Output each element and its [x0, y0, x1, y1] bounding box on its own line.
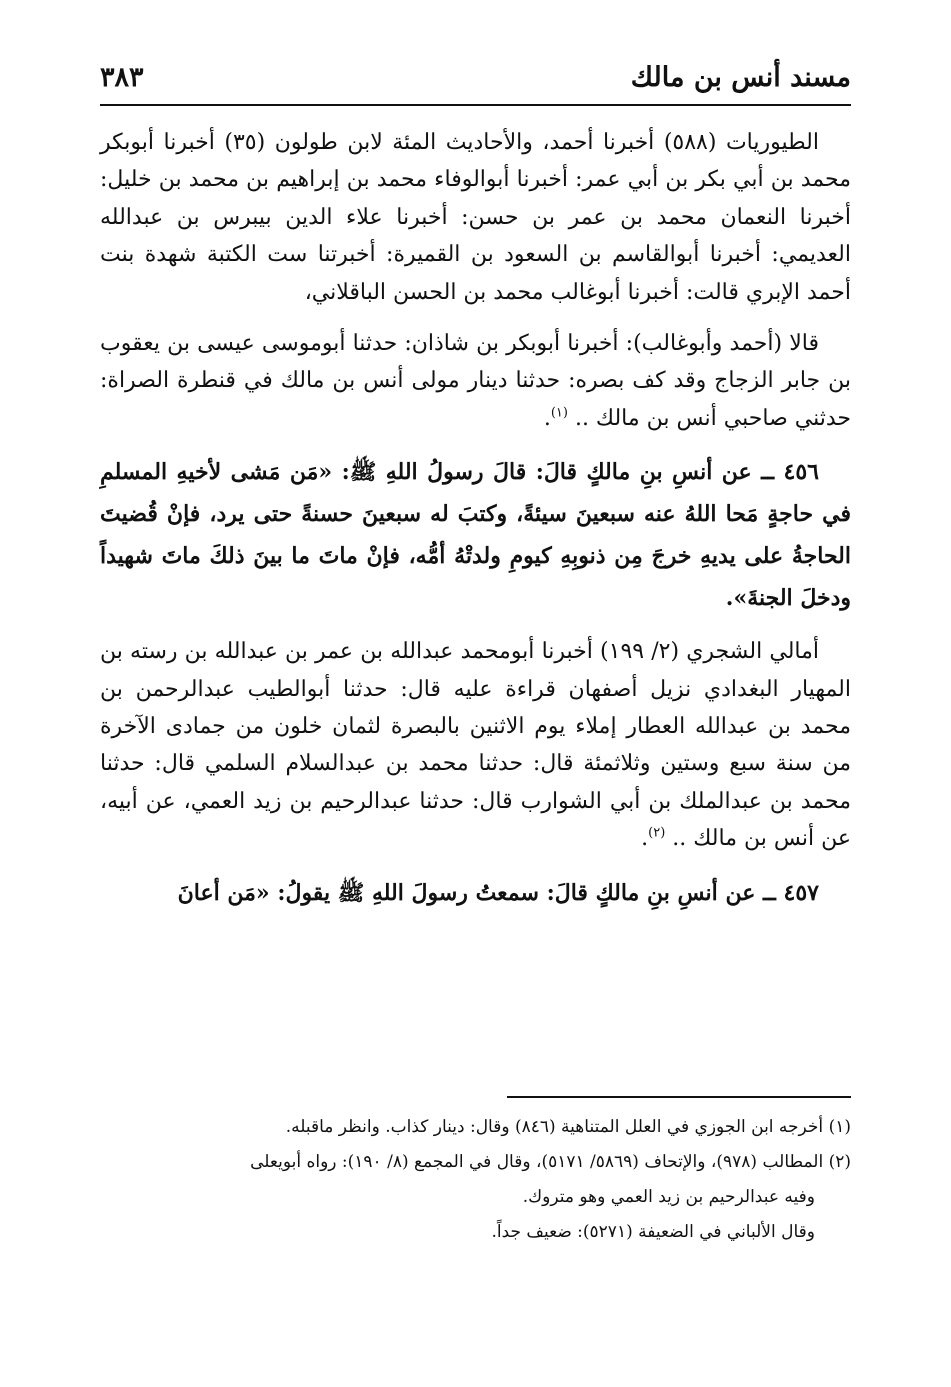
main-text	[100, 124, 851, 928]
footnote-ref[interactable]: (١)	[550, 405, 568, 421]
footnote-label: (٢)	[828, 1152, 851, 1172]
footnote	[100, 1145, 851, 1180]
footnote-continuation	[100, 1215, 851, 1250]
paragraph-text: الطيوريات (٥٨٨) أخبرنا أحمد، والأحاديث المئة لابن طولون (٣٥) أخبرنا أبوبكر محمد بن أبي بكر بن أبي عمر: أخبرنا أبوالوفاء محمد بن إبراهيم بن محمد بن خليل: أخبرنا النعمان محمد بن عمر بن حسن: أخبرنا علاء الدين بيبرس بن عبدالله العديمي: أخبرنا أبوالقاسم بن السعود بن القميرة: أخبرتنا ست الكتبة شهدة بنت أحمد الإبري قالت: أخبرنا أبوغالب محمد بن الحسن الباقلاني،	[100, 130, 851, 305]
footnote-text: المطالب (٩٧٨)، والإتحاف (٥٨٦٩/ ٥١٧١)، وقال في المجمع (٨/ ١٩٠): رواه أبويعلى	[250, 1152, 824, 1172]
footnote-text: أخرجه ابن الجوزي في العلل المتناهية (٨٤٦) وقال: دينار كذاب. وانظر ماقبله.	[285, 1117, 824, 1137]
footnote	[100, 1110, 851, 1145]
footnote-text: وقال الألباني في الضعيفة (٥٢٧١): ضعيف جداً.	[491, 1222, 815, 1242]
footnote-label: (١)	[828, 1117, 851, 1137]
footnote-divider	[507, 1096, 851, 1098]
hadith-paragraph	[100, 872, 851, 914]
page-number: ٣٨٣	[100, 62, 144, 93]
hadith-number: ٤٥٦	[783, 459, 819, 486]
source-paragraph	[100, 124, 851, 311]
paragraph-text: قالا (أحمد وأبوغالب): أخبرنا أبوبكر بن شاذان: حدثنا أبوموسى عيسى بن يعقوب بن جابر الزجاج وقد كف بصره: حدثنا دينار مولى أنس بن مالك في قنطرة الصراة: حدثني صاحبي أنس بن مالك ..	[100, 331, 851, 431]
source-paragraph	[100, 325, 851, 437]
footnote-ref[interactable]: (٢)	[648, 825, 666, 841]
running-title: مسند أنس بن مالك	[630, 62, 851, 93]
hadith-paragraph	[100, 451, 851, 619]
paragraph-end: .	[543, 405, 551, 431]
footnotes	[100, 1110, 851, 1250]
hadith-text: ــ عن أنسِ بنِ مالكٍ قالَ: قالَ رسولُ اللهِ ﷺ: «مَن مَشى لأخيهِ المسلمِ في حاجةٍ مَحا اللهُ عنه سبعينَ سيئةً، وكتبَ له سبعينَ حسنةً حتى يرد، فإنْ قُضيتَ الحاجةُ على يديهِ خرجَ مِن ذنوبِهِ كيومِ ولدتْهُ أمُّه، فإنْ ماتَ ما بينَ ذلكَ ماتَ شهيداً ودخلَ الجنةَ».	[100, 459, 851, 612]
source-paragraph	[100, 633, 851, 857]
header-divider	[100, 104, 851, 106]
hadith-text: ــ عن أنسِ بنِ مالكٍ قالَ: سمعتُ رسولَ اللهِ ﷺ يقولُ: «مَن أعانَ	[177, 879, 776, 906]
paragraph-text: أمالي الشجري (٢/ ١٩٩) أخبرنا أبومحمد عبدالله بن عمر بن عبدالله بن رسته بن المهيار البغدادي نزيل أصفهان قراءة عليه قال: حدثنا أبوالطيب عبدالرحمن بن محمد بن عبدالله العطار إملاء يوم الاثنين بالبصرة لثمان خلون من جمادى الآخرة من سنة سبع وستين وثلاثمئة قال: حدثنا محمد بن عبدالسلام السلمي قال: حدثنا محمد بن عبدالملك بن أبي الشوارب قال: حدثنا عبدالرحيم بن زيد العمي، عن أبيه، عن أنس بن مالك ..	[100, 639, 851, 852]
paragraph-end: .	[641, 826, 649, 852]
footnote-continuation	[100, 1180, 851, 1215]
hadith-number: ٤٥٧	[783, 879, 819, 906]
page-header	[100, 58, 851, 102]
footnote-text: وفيه عبدالرحيم بن زيد العمي وهو متروك.	[522, 1187, 815, 1207]
